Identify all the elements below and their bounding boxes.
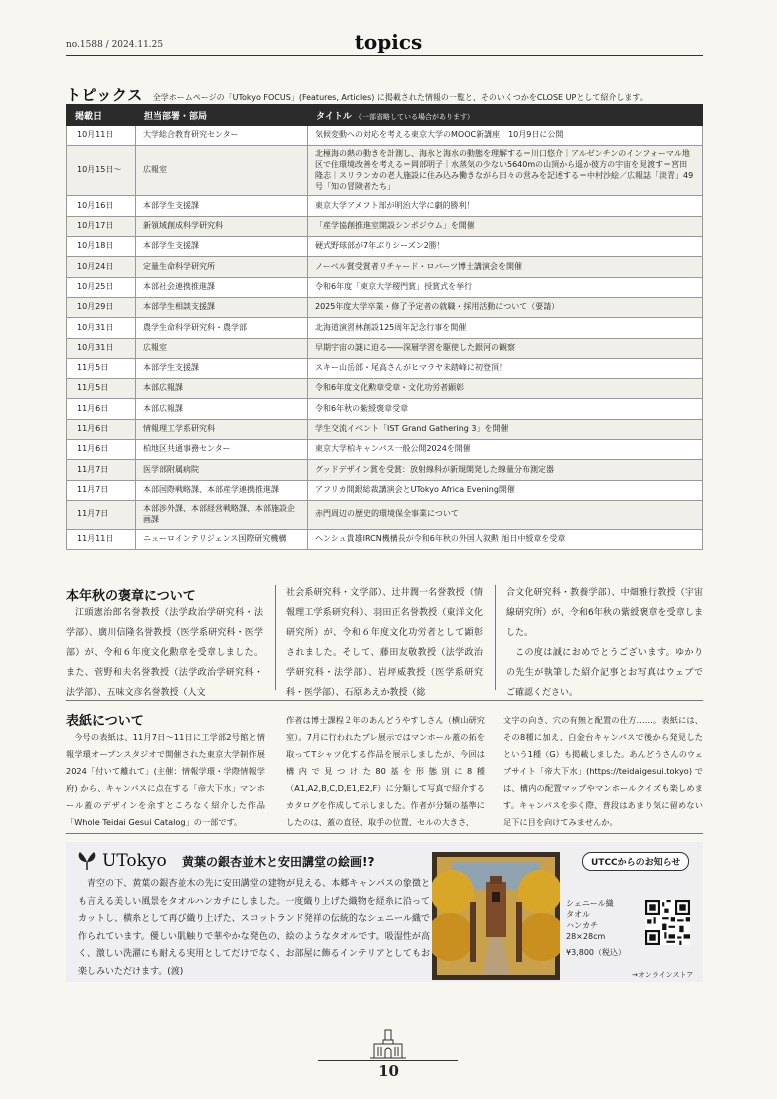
product-line: シェニール織 bbox=[566, 899, 614, 908]
title-cell[interactable]: ヘンシュ貴雄IRCN機構長が令和6年秋の外国人叙勲 旭日中綬章を受章 bbox=[308, 529, 703, 549]
department-cell: 新領域創成科学研究科 bbox=[136, 216, 308, 236]
department-cell: 本部渉外課、本部経営戦略課、本部施設企画課 bbox=[136, 500, 308, 529]
column-header-title-note: （一部省略している場合があります） bbox=[354, 112, 474, 121]
utokyo-logo bbox=[76, 850, 167, 872]
title-cell[interactable]: 学生交流イベント「IST Grand Gathering 3」を開催 bbox=[308, 419, 703, 439]
page-number: 10 bbox=[378, 1062, 399, 1080]
product-line: 28×28cm bbox=[566, 932, 606, 941]
department-cell: ニューロインテリジェンス国際研究機構 bbox=[136, 529, 308, 549]
department-cell: 広報室 bbox=[136, 146, 308, 196]
topics-title: トピックス bbox=[66, 86, 143, 104]
section-heading: topics bbox=[354, 30, 423, 54]
utcc-title: 黄葉の銀杏並木と安田講堂の絵画!? bbox=[182, 855, 375, 869]
date-cell: 10月29日 bbox=[67, 297, 136, 317]
date-cell: 10月17日 bbox=[67, 216, 136, 236]
utcc-announcement bbox=[66, 842, 703, 982]
cover-column-3: 文字の向き、穴の有無と配置の仕方……。表紙には、その8種に加え、白金台キャンパスで後から発見したという1種（G）も掲載しました。あんどうさんのウェブサイト「帝大下水」(https://teidaigesui.tokyo) では、構内の配置マップやマンホールクイズも楽しめます。キャンパスを歩く際、普段はあまり気に留めない足下に目を向けてみませんか。 bbox=[503, 715, 703, 827]
table-row bbox=[67, 399, 703, 419]
table-row bbox=[67, 196, 703, 216]
date-cell: 10月16日 bbox=[67, 196, 136, 216]
title-cell[interactable]: 令和6年秋の紫綬褒章受章 bbox=[308, 399, 703, 419]
table-row bbox=[67, 500, 703, 529]
topics-table bbox=[66, 104, 703, 550]
table-row bbox=[67, 358, 703, 378]
section-divider bbox=[66, 700, 703, 701]
title-cell[interactable]: 北海道演習林創設125周年記念行事を開催 bbox=[308, 318, 703, 338]
title-cell[interactable]: 東京大学柏キャンパス一般公開2024を開催 bbox=[308, 440, 703, 460]
date-cell: 10月15日～ bbox=[67, 146, 136, 196]
issue-number: no.1588 / 2024.11.25 bbox=[66, 40, 164, 50]
utcc-body: 青空の下、黄葉の銀杏並木の先に安田講堂の建物が見える、本郷キャンパスの象徴とも言える美しい風景をタオルハンカチにしました。一度織り上げた織物を経糸に沿ってカットし、横糸として再び織り上げた、スコットランド発祥の伝統的なシェニール織で作られています。優しい肌触りで華やかな発色の、絵のようなタオルです。吸湿性が高く、激しい洗濯にも耐える実用としてだけでなく、お部屋に飾るインテリアとしてもお楽しみいただけます。(渡) bbox=[78, 879, 430, 977]
date-cell: 11月6日 bbox=[67, 419, 136, 439]
product-line: ハンカチ bbox=[566, 921, 598, 930]
column-header-title bbox=[308, 105, 703, 126]
date-cell: 11月7日 bbox=[67, 500, 136, 529]
utcc-notice-badge: UTCCからのお知らせ bbox=[582, 852, 689, 871]
date-cell: 10月31日 bbox=[67, 338, 136, 358]
department-cell: 本部社会連携推進課 bbox=[136, 277, 308, 297]
table-row bbox=[67, 216, 703, 236]
table-row bbox=[67, 338, 703, 358]
table-row bbox=[67, 440, 703, 460]
department-cell: 本部広報課 bbox=[136, 399, 308, 419]
footer-rule bbox=[318, 1060, 458, 1061]
column-divider bbox=[275, 585, 276, 690]
title-cell[interactable]: ノーベル賞受賞者リチャード・ロバーツ博士講演会を開催 bbox=[308, 257, 703, 277]
title-cell[interactable]: 「産学協創推進室開設シンポジウム」を開催 bbox=[308, 216, 703, 236]
title-cell[interactable]: スキー山岳部・尾高さんがヒマラヤ未踏峰に初登頂！ bbox=[308, 358, 703, 378]
department-cell: 本部広報課 bbox=[136, 379, 308, 399]
title-cell[interactable]: 早期宇宙の謎に迫る――深層学習を駆使した銀河の観察 bbox=[308, 338, 703, 358]
department-cell: 医学部附属病院 bbox=[136, 460, 308, 480]
column-header-department: 担当部署・部局 bbox=[136, 105, 308, 126]
section-divider bbox=[66, 833, 703, 834]
department-cell: 情報理工学系研究科 bbox=[136, 419, 308, 439]
utokyo-wordmark: UTokyo bbox=[102, 851, 167, 871]
date-cell: 10月18日 bbox=[67, 237, 136, 257]
date-cell: 11月6日 bbox=[67, 399, 136, 419]
date-cell: 11月7日 bbox=[67, 480, 136, 500]
ginkgo-logo-icon bbox=[76, 850, 98, 872]
table-row bbox=[67, 379, 703, 399]
department-cell: 本部学生支援課 bbox=[136, 358, 308, 378]
date-cell: 10月25日 bbox=[67, 277, 136, 297]
date-cell: 11月5日 bbox=[67, 358, 136, 378]
date-cell: 10月31日 bbox=[67, 318, 136, 338]
department-cell: 本部学生相談支援課 bbox=[136, 297, 308, 317]
topics-header bbox=[66, 84, 648, 105]
department-cell: 本部学生支援課 bbox=[136, 237, 308, 257]
title-cell[interactable]: 気候変動への対応を考える東京大学のMOOC新講座 10月9日に公開 bbox=[308, 126, 703, 146]
department-cell: 大学総合教育研究センター bbox=[136, 126, 308, 146]
table-row bbox=[67, 146, 703, 196]
cover-column-1: 今号の表紙は、11月7日～11日に工学部2号館と情報学環オープンスタジオで開催された東京大学制作展 2024「付いて離れて」(主催：情報学環・学際情報学府) から、キャンパスに点在する「帝大下水」マンホール蓋のデザインを余すところなく紹介した作品「Whole Teidai Gesui Catalog」の一部です。 bbox=[66, 732, 265, 827]
date-cell: 10月11日 bbox=[67, 126, 136, 146]
honors-column-2 bbox=[286, 583, 483, 703]
table-row bbox=[67, 126, 703, 146]
department-cell: 本部国際戦略課、本部産学連携推進課 bbox=[136, 480, 308, 500]
table-row bbox=[67, 277, 703, 297]
cover-title: 表紙について bbox=[66, 714, 144, 729]
table-row bbox=[67, 419, 703, 439]
date-cell: 11月7日 bbox=[67, 460, 136, 480]
honors-title: 本年秋の褒章について bbox=[66, 589, 196, 604]
table-row bbox=[67, 480, 703, 500]
title-cell[interactable]: グッドデザイン賞を受賞：放射線科が新規開発した線量分布測定器 bbox=[308, 460, 703, 480]
title-cell[interactable]: 硬式野球部が7年ぶりシーズン2勝！ bbox=[308, 237, 703, 257]
product-details bbox=[566, 898, 614, 942]
table-row bbox=[67, 460, 703, 480]
honors-column-1 bbox=[66, 603, 263, 703]
date-cell: 11月6日 bbox=[67, 440, 136, 460]
product-line: タオル bbox=[566, 910, 590, 919]
honors-text-3b: この度は誠におめでとうございます。ゆかりの先生が執筆した紹介記事とお写真はウェブでご確認ください。 bbox=[506, 648, 703, 698]
honors-column-3 bbox=[506, 583, 703, 703]
yasuda-auditorium-icon bbox=[368, 1028, 408, 1062]
date-cell: 11月5日 bbox=[67, 379, 136, 399]
title-cell[interactable]: 2025年度大学卒業・修了予定者の就職・採用活動について（要請） bbox=[308, 297, 703, 317]
table-row bbox=[67, 297, 703, 317]
topics-intro: 全学ホームページの「UTokyo FOCUS」(Features, Articles) に掲載された情報の一覧と、そのいくつかをCLOSE UPとして紹介します。 bbox=[152, 93, 648, 102]
towel-product-image bbox=[432, 852, 560, 980]
title-cell[interactable]: 令和6年度文化勲章受章・文化功労者顕彰 bbox=[308, 379, 703, 399]
department-cell: 定量生命科学研究所 bbox=[136, 257, 308, 277]
department-cell: 本部学生支援課 bbox=[136, 196, 308, 216]
header-divider bbox=[66, 55, 703, 56]
title-cell[interactable]: アフリカ開銀総裁講演会とUTokyo Africa Evening開催 bbox=[308, 480, 703, 500]
title-cell[interactable]: 北極海の熱の動きを計測し、海氷と海水の動態を理解する＝川口悠介｜アルゼンチンのインフォーマル地区で住環境改善を考える＝岡部明子｜水蒸気の少ない5640mの山頂から遥か彼方の宇宙を見渡す＝宮田隆志｜スリランカの老人施設に住み込み働きながら日々の営みを記述する＝中村沙絵／広報誌「淡青」49号「知の冒険者たち」 bbox=[308, 146, 703, 196]
department-cell: 広報室 bbox=[136, 338, 308, 358]
online-store-link[interactable]: →オンラインストア bbox=[632, 971, 694, 979]
date-cell: 11月11日 bbox=[67, 529, 136, 549]
department-cell: 柏地区共通事務センター bbox=[136, 440, 308, 460]
column-divider bbox=[495, 585, 496, 690]
title-cell[interactable]: 赤門周辺の歴史的環境保全事業について bbox=[308, 500, 703, 529]
honors-text-2: 社会系研究科・文学部）、辻井潤一名誉教授（情報理工学系研究科）、羽田正名誉教授（東洋文化研究所）が、令和６年度文化功労者として顕彰されました。そして、藤田友敬教授（法学政治学研究科・法学部）、岩坪威教授（医学系研究科・医学部）、石原あえか教授（総 bbox=[286, 588, 483, 698]
table-row bbox=[67, 318, 703, 338]
qr-code-icon[interactable] bbox=[645, 900, 690, 945]
date-cell: 10月24日 bbox=[67, 257, 136, 277]
product-price: ¥3,800（税込） bbox=[566, 948, 626, 957]
table-header-row bbox=[67, 105, 703, 126]
cover-column-2: 作者は博士課程２年のあんどうやすしさん（横山研究室）。7月に行われたプレ展示ではマンホール蓋の拓を取ってTシャツ化する作品を展示しましたが、今回は構内で見つけた80基を形態別に8種（A1,A2,B,C,D,E1,E2,F）に分類して写真で紹介するカタログを作成して示しました。作者が分類の基準にしたのは、蓋の直径、取手の位置、セルの大きさ、 bbox=[286, 715, 485, 827]
honors-text-1: 江頭憲治郎名誉教授（法学政治学研究科・法学部）、廣川信隆名誉教授（医学系研究科・医学部）が、令和６年度文化勲章を受章しました。また、菅野和夫名誉教授（法学政治学研究科・法学部）、五味文彦名誉教授（人文 bbox=[66, 608, 263, 698]
table-row bbox=[67, 237, 703, 257]
title-cell[interactable]: 令和6年度「東京大学稷門賞」授賞式を挙行 bbox=[308, 277, 703, 297]
title-cell[interactable]: 東京大学アメフト部が明治大学に劇的勝利！ bbox=[308, 196, 703, 216]
department-cell: 農学生命科学研究科・農学部 bbox=[136, 318, 308, 338]
honors-text-3a: 合文化研究科・教養学部）、中畑雅行教授（宇宙線研究所）が、令和6年秋の紫綬褒章を受章しました。 bbox=[506, 588, 703, 638]
column-header-title-label: タイトル bbox=[316, 111, 352, 122]
column-header-date: 掲載日 bbox=[67, 105, 136, 126]
table-row bbox=[67, 529, 703, 549]
table-row bbox=[67, 257, 703, 277]
